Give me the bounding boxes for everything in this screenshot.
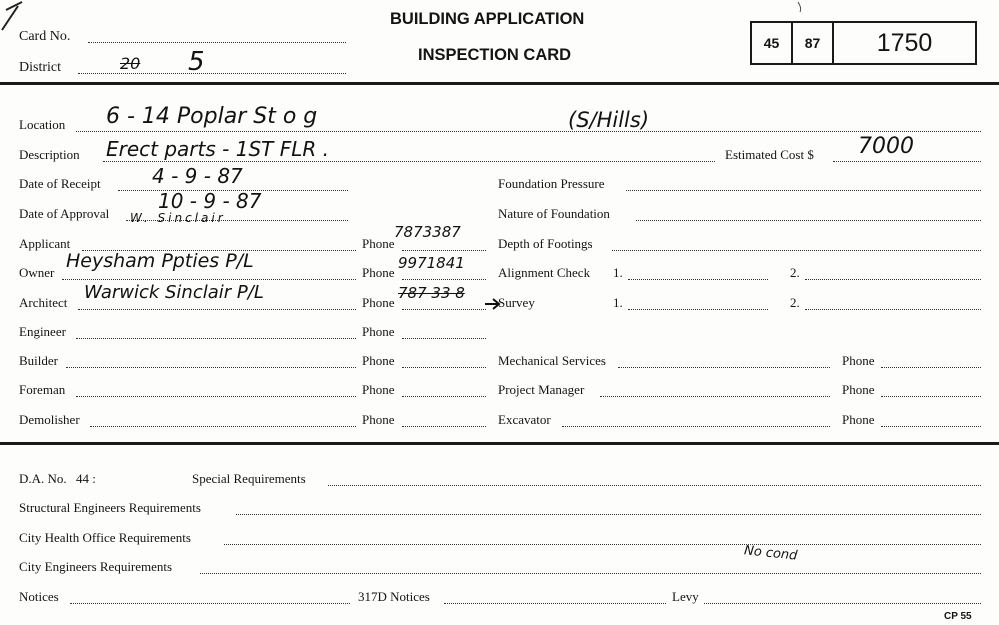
date-of-receipt-label: Date of Receipt	[19, 176, 101, 191]
special-requirements-field[interactable]	[328, 485, 981, 486]
demolisher-phone-field[interactable]	[402, 426, 486, 427]
engineer-phone-field[interactable]	[402, 338, 486, 339]
application-number: 1750	[876, 28, 933, 57]
arrow-mark-icon	[483, 296, 501, 312]
applicant-phone-label: Phone	[362, 236, 395, 251]
location-value: 6 - 14 Poplar St o g	[106, 104, 318, 129]
builder-label: Builder	[19, 353, 58, 368]
foreman-label: Foreman	[19, 382, 66, 397]
card-no-field[interactable]	[88, 42, 346, 43]
city-engineers-requirements-field[interactable]	[200, 573, 981, 574]
survey-2-label: 2.	[790, 295, 800, 310]
mechanical-services-field[interactable]	[618, 367, 830, 368]
levy-field[interactable]	[704, 603, 981, 604]
district-struck-value: 20	[120, 54, 141, 73]
architect-phone-field[interactable]	[402, 309, 486, 310]
city-engineers-note: No cond	[743, 543, 799, 564]
survey-1-label: 1.	[613, 295, 623, 310]
engineer-field[interactable]	[76, 338, 356, 339]
notices-317d-field[interactable]	[444, 603, 666, 604]
mechanical-services-phone-label: Phone	[842, 353, 875, 368]
structural-engineers-requirements-label: Structural Engineers Requirements	[19, 500, 201, 515]
nature-of-foundation-field[interactable]	[636, 220, 981, 221]
owner-phone-value: 9971841	[398, 254, 465, 272]
city-health-office-requirements-field[interactable]	[224, 544, 981, 545]
project-manager-label: Project Manager	[498, 382, 585, 397]
description-field[interactable]	[103, 161, 715, 162]
description-label: Description	[19, 147, 80, 162]
location-field[interactable]	[76, 131, 981, 132]
builder-phone-field[interactable]	[402, 367, 486, 368]
project-manager-phone-label: Phone	[842, 382, 875, 397]
estimated-cost-label: Estimated Cost $	[725, 147, 814, 162]
title-line-2: INSPECTION CARD	[418, 46, 572, 64]
city-engineers-requirements-label: City Engineers Requirements	[19, 559, 173, 574]
demolisher-label: Demolisher	[19, 412, 80, 427]
nature-of-foundation-label: Nature of Foundation	[498, 206, 610, 221]
alignment-check-1-field[interactable]	[628, 279, 768, 280]
builder-field[interactable]	[66, 367, 356, 368]
estimated-cost-value: 7000	[858, 134, 914, 159]
owner-phone-label: Phone	[362, 265, 395, 280]
da-no-label: D.A. No.	[19, 471, 67, 486]
location-suffix: (S/Hills)	[568, 108, 650, 132]
engineer-phone-label: Phone	[362, 324, 395, 339]
number-box-cell-1: 45	[763, 35, 780, 51]
form-code: CP 55	[944, 611, 972, 622]
district-value: 5	[188, 47, 205, 77]
owner-field[interactable]	[62, 279, 356, 280]
levy-label: Levy	[672, 589, 699, 604]
alignment-check-label: Alignment Check	[498, 265, 591, 280]
alignment-check-2-label: 2.	[790, 265, 800, 280]
estimated-cost-field[interactable]	[833, 161, 981, 162]
owner-label: Owner	[19, 265, 55, 280]
description-value: Erect parts - 1ST FLR .	[106, 137, 329, 161]
notices-label: Notices	[19, 589, 59, 604]
owner-phone-field[interactable]	[402, 279, 486, 280]
approval-signature: W. Sinclair	[130, 211, 226, 225]
divider-middle	[0, 442, 999, 445]
district-field[interactable]	[78, 73, 346, 74]
structural-engineers-requirements-field[interactable]	[236, 514, 981, 515]
date-of-approval-label: Date of Approval	[19, 206, 110, 221]
special-requirements-label: Special Requirements	[192, 471, 306, 486]
city-health-office-requirements-label: City Health Office Requirements	[19, 530, 191, 545]
engineer-label: Engineer	[19, 324, 66, 339]
applicant-label: Applicant	[19, 236, 71, 251]
applicant-phone-value: 7873387	[394, 223, 461, 241]
title-line-1: BUILDING APPLICATION	[390, 10, 585, 28]
architect-field[interactable]	[78, 309, 356, 310]
notices-317d-label: 317D Notices	[358, 589, 430, 604]
foundation-pressure-label: Foundation Pressure	[498, 176, 605, 191]
date-of-approval-value: 10 - 9 - 87	[158, 189, 262, 213]
architect-phone-label: Phone	[362, 295, 395, 310]
project-manager-phone-field[interactable]	[881, 396, 981, 397]
survey-2-field[interactable]	[805, 309, 981, 310]
builder-phone-label: Phone	[362, 353, 395, 368]
excavator-label: Excavator	[498, 412, 551, 427]
architect-phone-value: 787 33 8	[398, 284, 465, 302]
project-manager-field[interactable]	[600, 396, 830, 397]
card-no-label: Card No.	[19, 29, 71, 44]
survey-label: Survey	[498, 295, 535, 310]
depth-of-footings-label: Depth of Footings	[498, 236, 593, 251]
applicant-phone-field[interactable]	[402, 250, 486, 251]
mechanical-services-label: Mechanical Services	[498, 353, 606, 368]
excavator-field[interactable]	[562, 426, 830, 427]
survey-1-field[interactable]	[628, 309, 768, 310]
foreman-field[interactable]	[76, 396, 356, 397]
depth-of-footings-field[interactable]	[612, 250, 981, 251]
alignment-check-1-label: 1.	[613, 265, 623, 280]
pen-mark-icon	[792, 0, 812, 14]
district-label: District	[19, 60, 61, 75]
demolisher-field[interactable]	[90, 426, 356, 427]
demolisher-phone-label: Phone	[362, 412, 395, 427]
architect-label: Architect	[19, 295, 68, 310]
foundation-pressure-field[interactable]	[626, 190, 981, 191]
owner-value: Heysham Ppties P/L	[66, 250, 254, 272]
excavator-phone-label: Phone	[842, 412, 875, 427]
alignment-check-2-field[interactable]	[805, 279, 981, 280]
excavator-phone-field[interactable]	[881, 426, 981, 427]
divider-top	[0, 82, 999, 85]
location-label: Location	[19, 117, 66, 132]
date-of-receipt-value: 4 - 9 - 87	[152, 164, 243, 188]
da-no-value: 44 :	[76, 471, 96, 486]
foreman-phone-field[interactable]	[402, 396, 486, 397]
foreman-phone-label: Phone	[362, 382, 395, 397]
application-number-box	[750, 21, 977, 65]
number-box-cell-2: 87	[804, 35, 821, 51]
mechanical-services-phone-field[interactable]	[881, 367, 981, 368]
architect-value: Warwick Sinclair P/L	[84, 282, 264, 303]
notices-field[interactable]	[70, 603, 350, 604]
